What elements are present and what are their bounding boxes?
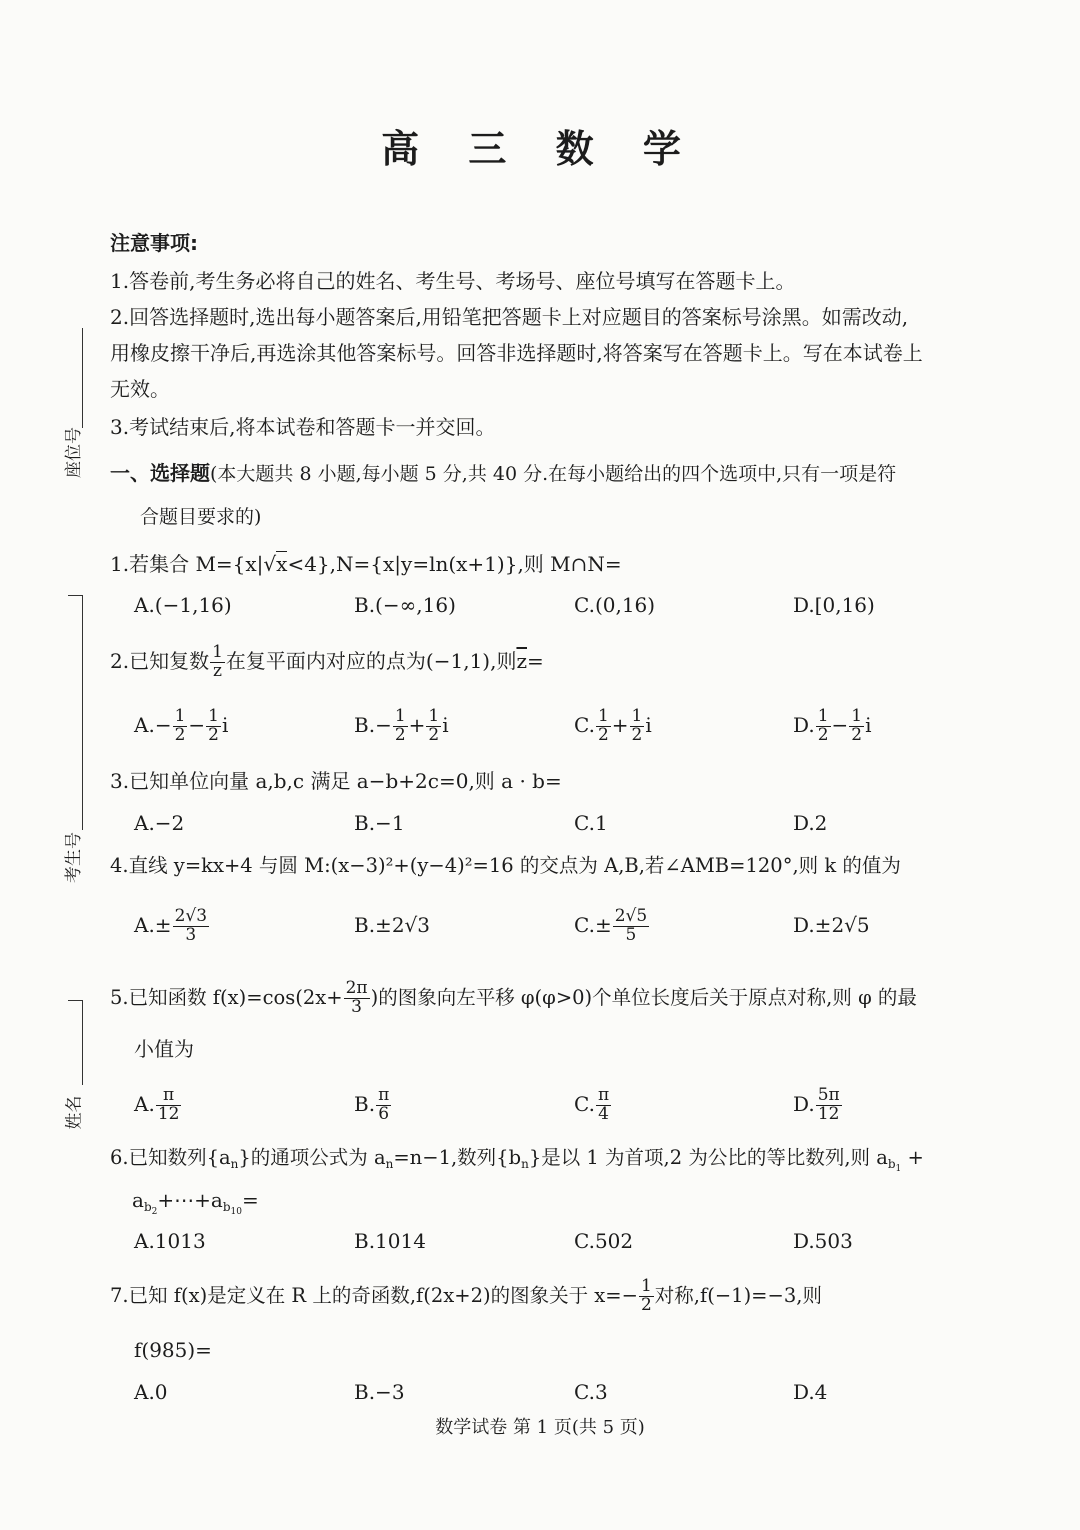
q5-prefix: 5.已知函数 f(x)=cos(2x+ [110,985,343,1009]
q7-option-a[interactable]: A.0 [134,1380,168,1404]
q3-option-a[interactable]: A.−2 [134,811,185,835]
q1-stem: 1.若集合 M={x|√x<4},N={x|y=ln(x+1)},则 M∩N= [110,552,622,576]
q2-suffix: 在复平面内对应的点为(−1,1),则 [225,648,517,673]
q2-option-a[interactable]: A.− $\frac{1}{2}$ − $\frac{1}{2}$ i [134,706,229,745]
section-desc-a: (本大题共 8 小题,每小题 5 分,共 40 分.在每小题给出的四个选项中,只有一项是符 [210,463,897,485]
q3-option-c[interactable]: C.1 [574,811,608,835]
q5-suffix: )的图象向左平移 φ(φ>0)个单位长度后关于原点对称,则 φ 的最 [370,985,917,1009]
page-footer: 数学试卷 第 1 页(共 5 页) [435,1417,645,1438]
q1-prefix: 1.若集合 M={x| [110,552,264,576]
notice-item-2a: 2.回答选择题时,选出每小题答案后,用铅笔把答题卡上对应题目的答案标号涂黑。如需改动, [110,305,909,329]
exam-no-label: 考生号 [64,832,84,883]
notice-item-2b: 用橡皮擦干净后,再选涂其他答案标号。回答非选择题时,将答案写在答题卡上。写在本试卷上 [110,341,923,365]
q1-sqrt-x: x [276,552,288,576]
q2-zbar: $\overline{z}$ [516,648,527,673]
section-heading [110,458,896,489]
exam-no-tick [68,595,82,596]
q4-option-b[interactable]: B.±2√3 [354,913,431,937]
q5-fraction: $\frac{2\pi}{3}$ [345,978,368,1017]
q5-option-d[interactable]: D. $\frac{5\pi}{12}$ [793,1085,840,1124]
notice-item-1: 1.答卷前,考生务必将自己的姓名、考生号、考场号、座位号填写在答题卡上。 [110,269,796,293]
q2-option-b[interactable]: B.− $\frac{1}{2}$ + $\frac{1}{2}$ i [354,706,449,745]
q1-option-b[interactable]: B.(−∞,16) [354,593,456,617]
q2-stem [110,644,544,681]
q6-option-d[interactable]: D.503 [793,1229,853,1253]
q7-line2: f(985)= [134,1338,212,1362]
q5-option-c[interactable]: C. $\frac{\pi}{4}$ [574,1085,610,1124]
q1-option-d[interactable]: D.[0,16) [793,593,875,617]
q5-line2: 小值为 [134,1037,194,1061]
q2-option-c[interactable]: C. $\frac{1}{2}$ + $\frac{1}{2}$ i [574,706,652,745]
q4-option-d[interactable]: D.±2√5 [793,913,870,937]
q3-option-b[interactable]: B.−1 [354,811,405,835]
exam-no-line [82,595,83,830]
page-title: 高 三 数 学 [381,127,699,171]
q2-tail: = [527,648,544,673]
q7-option-c[interactable]: C.3 [574,1380,608,1404]
q5-option-a[interactable]: A. $\frac{\pi}{12}$ [134,1085,180,1124]
q4-option-c[interactable]: C.± $\frac{2√5}{5}$ [574,906,648,945]
q1-rest: <4},N={x|y=ln(x+1)},则 M∩N= [287,552,622,576]
notice-item-2c: 无效。 [110,377,170,401]
q7-option-d[interactable]: D.4 [793,1380,828,1404]
name-label: 姓名 [64,1095,85,1130]
notice-item-3: 3.考试结束后,将本试卷和答题卡一并交回。 [110,415,496,439]
q2-fraction: $\frac{1}{z}$ [212,642,223,681]
q4-option-a[interactable]: A.± $\frac{2√3}{3}$ [134,906,208,945]
name-tick [68,1000,82,1001]
q1-option-c[interactable]: C.(0,16) [574,593,656,617]
q6-stem-line2: $a_{b_2}+\cdots+a_{b_{10}}=$ [132,1188,259,1217]
q2-prefix: 2.已知复数 [110,648,210,673]
q4-stem: 4.直线 y=kx+4 与圆 M:(x−3)²+(y−4)²=16 的交点为 A,B,若∠AMB=120°,则 k 的值为 [110,854,901,877]
q1-option-a[interactable]: A.(−1,16) [134,593,232,617]
q5-option-b[interactable]: B. $\frac{\pi}{6}$ [354,1085,390,1124]
q3-option-d[interactable]: D.2 [793,811,828,835]
seat-label: 座位号 [64,427,84,478]
q6-stem-line1: 6.已知数列$\{a_n\}$的通项公式为 $a_n=n-1$,数列$\{b_n\}$是以 1 为首项,2 为公比的等比数列,则 $a_{b_1}$ + [110,1146,924,1174]
q7-option-b[interactable]: B.−3 [354,1380,405,1404]
q6-option-a[interactable]: A.1013 [134,1229,206,1253]
notice-heading: 注意事项: [110,231,198,255]
q5-stem [110,980,917,1017]
section-title: 一、选择题 [110,461,210,485]
seat-line [82,328,83,428]
q6-option-c[interactable]: C.502 [574,1229,634,1253]
name-line [82,1000,83,1085]
q2-option-d[interactable]: D. $\frac{1}{2}$ − $\frac{1}{2}$ i [793,706,872,745]
q3-stem: 3.已知单位向量 a,b,c 满足 a−b+2c=0,则 a · b= [110,769,562,793]
section-desc-b: 合题目要求的) [140,506,262,528]
q7-stem: 7.已知 f(x)是定义在 R 上的奇函数,f(2x+2)的图象关于 x=− $\frac{1}{2}$ 对称,f(−1)=−3,则 [110,1276,822,1315]
q6-option-b[interactable]: B.1014 [354,1229,426,1253]
